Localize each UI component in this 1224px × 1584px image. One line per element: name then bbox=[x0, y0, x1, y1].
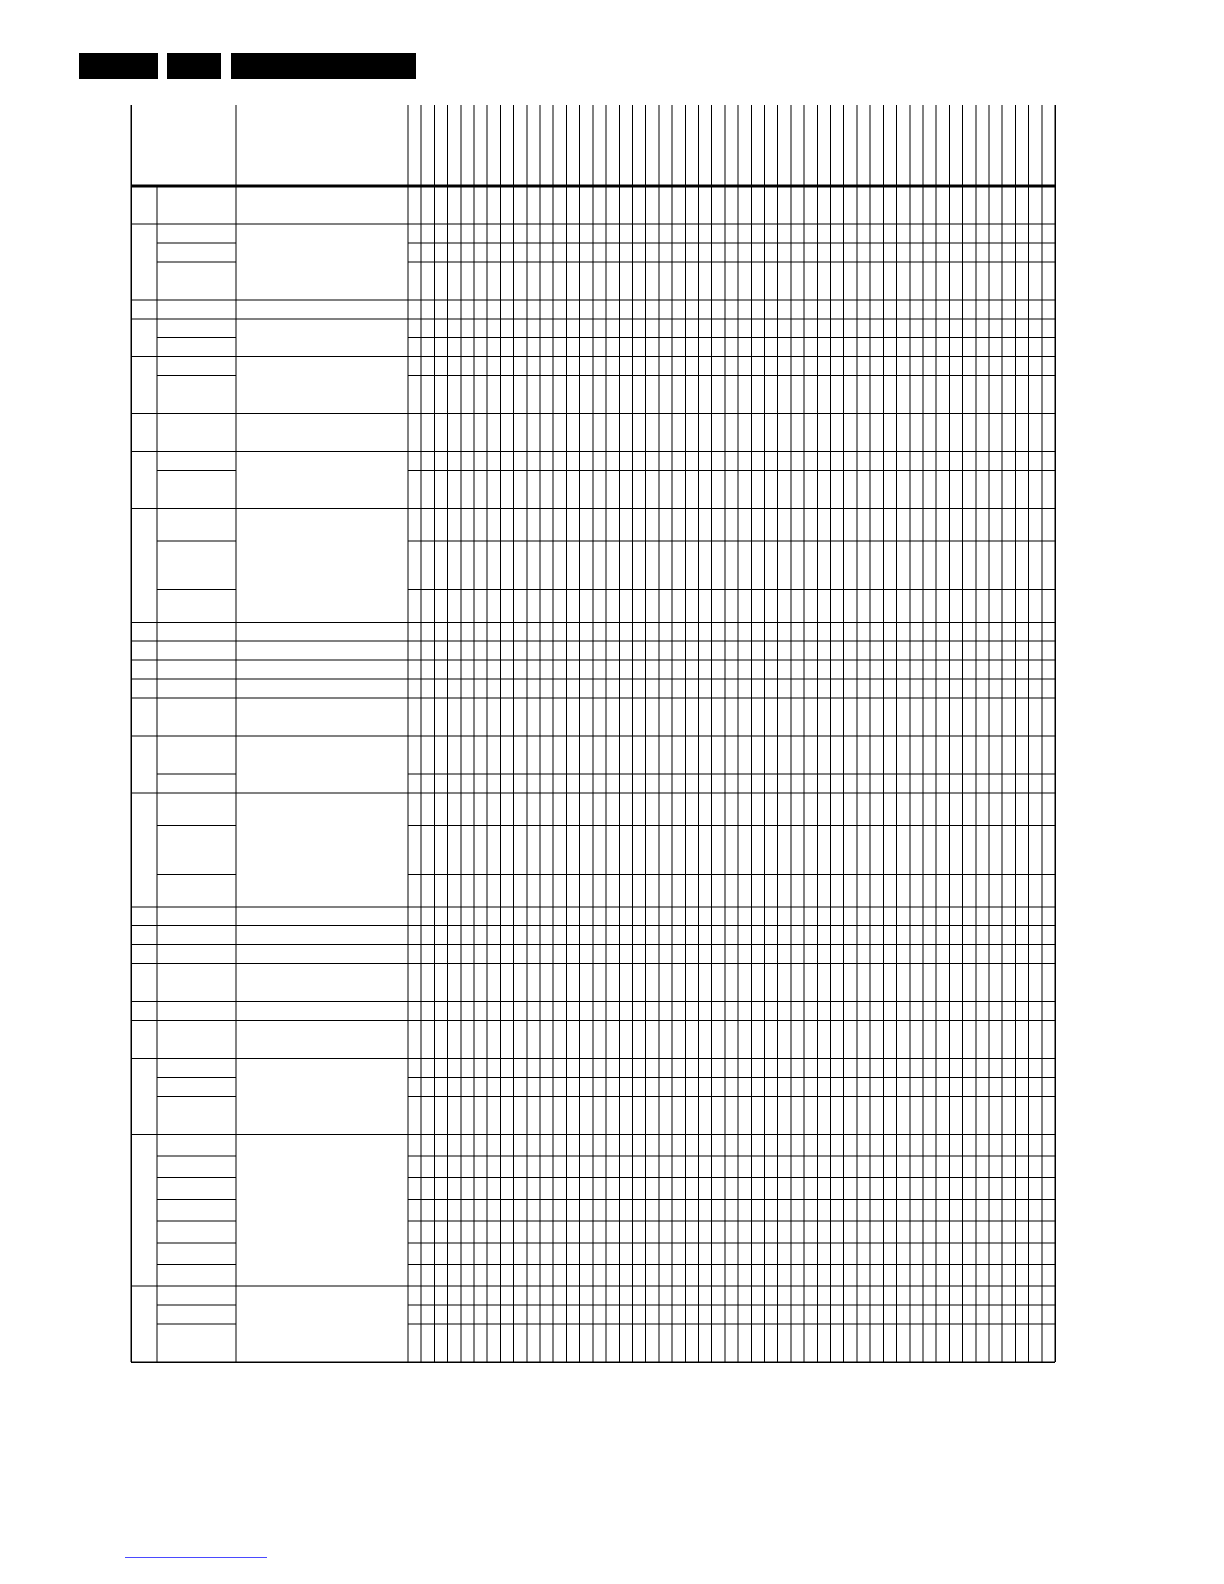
footer-link-underline[interactable] bbox=[125, 1557, 267, 1558]
